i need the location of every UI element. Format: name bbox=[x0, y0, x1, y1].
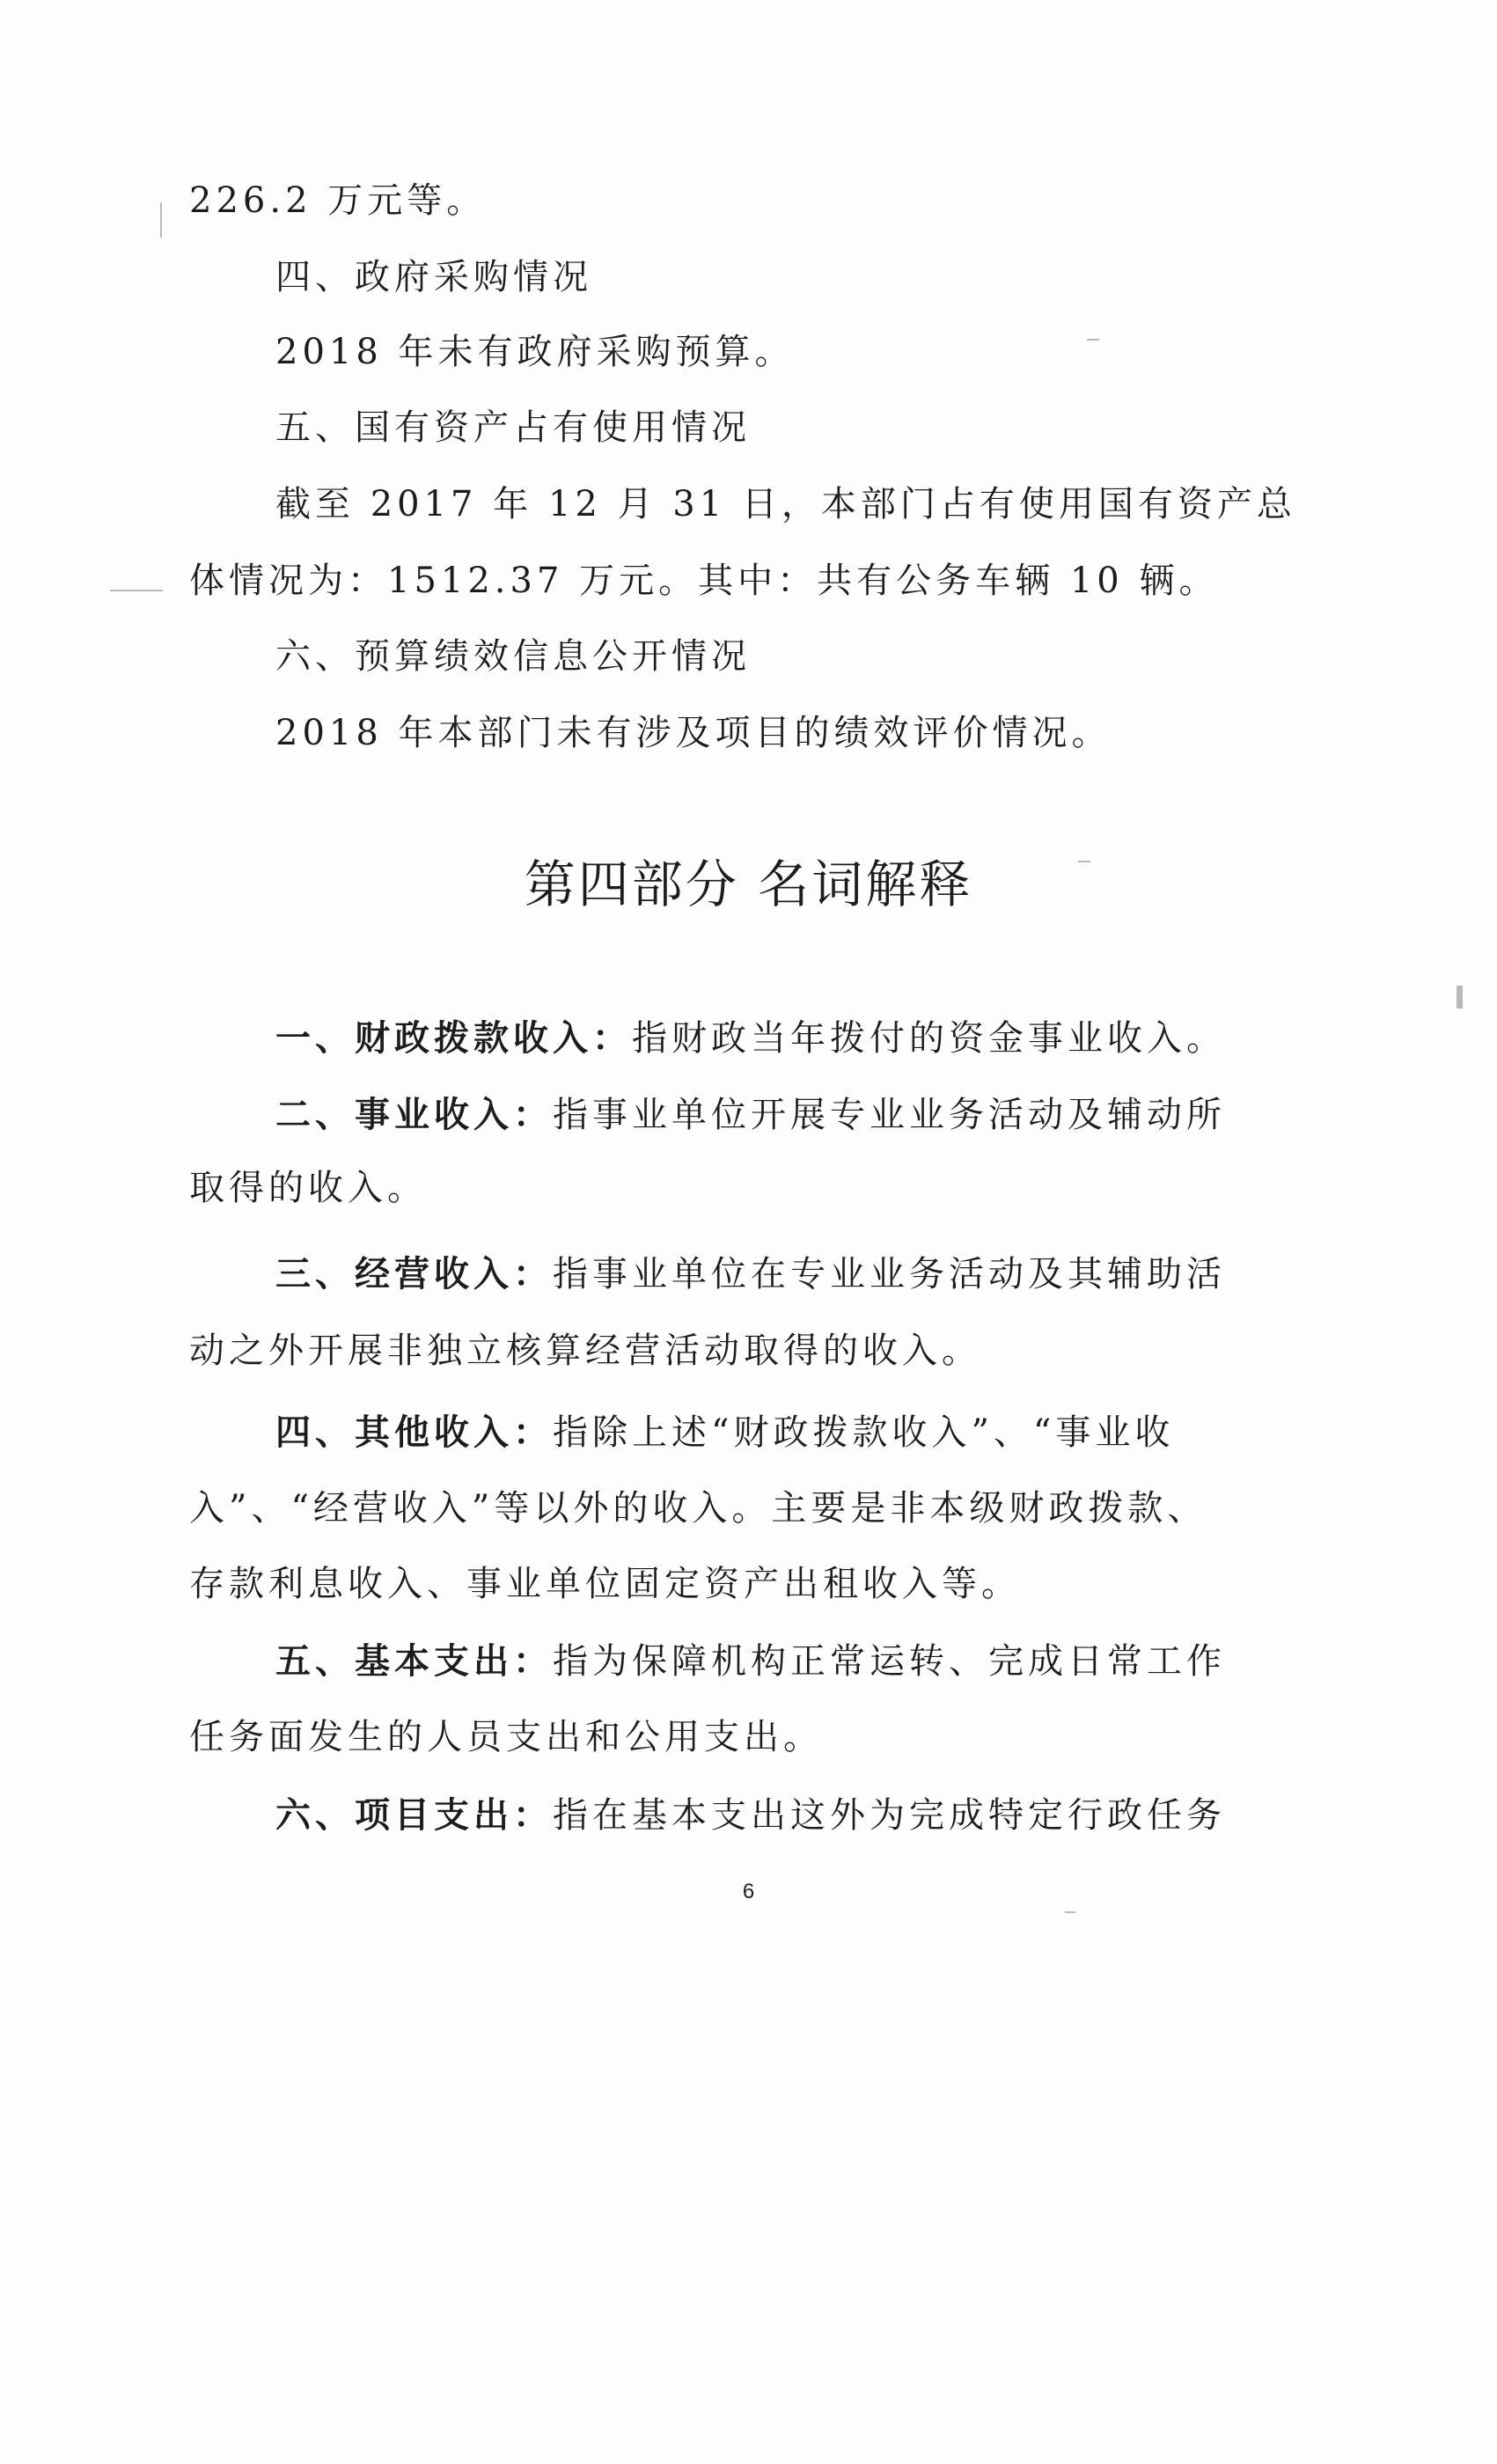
definition-item bbox=[275, 1789, 1226, 1842]
definition-term: 四、其他收入： bbox=[275, 1412, 553, 1453]
page-number: 6 bbox=[742, 1880, 755, 1903]
definition-item bbox=[275, 1406, 1174, 1459]
body-line: 体情况为：1512.37 万元。其中：共有公务车辆 10 辆。 bbox=[189, 561, 1219, 601]
scan-speck bbox=[1065, 1911, 1075, 1913]
section-heading-procurement: 四、政府采购情况 bbox=[275, 257, 592, 297]
definition-term: 六、项目支出： bbox=[275, 1794, 553, 1836]
scan-speck bbox=[1078, 861, 1090, 862]
section-heading-assets: 五、国有资产占有使用情况 bbox=[275, 407, 751, 448]
definition-item bbox=[275, 1635, 1226, 1688]
scan-speck bbox=[160, 202, 162, 238]
definition-term: 二、事业收入： bbox=[275, 1094, 553, 1135]
definition-text: 指财政当年拨付的资金事业收入。 bbox=[632, 1018, 1226, 1059]
definition-item bbox=[275, 1012, 1226, 1065]
definition-text: 指事业单位开展专业业务活动及辅动所 bbox=[553, 1095, 1226, 1135]
definition-text: 取得的收入。 bbox=[189, 1168, 427, 1208]
definition-term: 三、经营收入： bbox=[275, 1253, 553, 1294]
definition-text: 指事业单位在专业业务活动及其辅助活 bbox=[553, 1254, 1226, 1294]
section-heading-performance: 六、预算绩效信息公开情况 bbox=[275, 636, 751, 677]
definition-text: 存款利息收入、事业单位固定资产出租收入等。 bbox=[189, 1564, 1021, 1604]
definition-text: 动之外开展非独立核算经营活动取得的收入。 bbox=[189, 1331, 981, 1371]
definition-text: 指除上述“财政拨款收入”、“事业收 bbox=[553, 1412, 1175, 1453]
body-line: 2018 年未有政府采购预算。 bbox=[275, 332, 795, 372]
scan-speck bbox=[110, 590, 163, 591]
section-title: 第四部分 名词解释 bbox=[524, 854, 973, 914]
definition-text: 任务面发生的人员支出和公用支出。 bbox=[189, 1717, 823, 1757]
scan-speck bbox=[1087, 339, 1099, 341]
definition-term: 五、基本支出： bbox=[275, 1640, 553, 1682]
body-line: 226.2 万元等。 bbox=[189, 180, 487, 221]
body-line: 截至 2017 年 12 月 31 日，本部门占有使用国有资产总 bbox=[275, 484, 1296, 524]
definition-text: 指在基本支出这外为完成特定行政任务 bbox=[553, 1795, 1226, 1836]
scan-speck bbox=[1457, 986, 1463, 1008]
definition-item bbox=[275, 1089, 1226, 1141]
definition-term: 一、财政拨款收入： bbox=[275, 1017, 632, 1059]
definition-text: 指为保障机构正常运转、完成日常工作 bbox=[553, 1641, 1226, 1682]
definition-item bbox=[275, 1248, 1226, 1301]
body-line: 2018 年本部门未有涉及项目的绩效评价情况。 bbox=[275, 713, 1112, 753]
definition-text: 入”、“经营收入”等以外的收入。主要是非本级财政拨款、 bbox=[189, 1488, 1207, 1529]
